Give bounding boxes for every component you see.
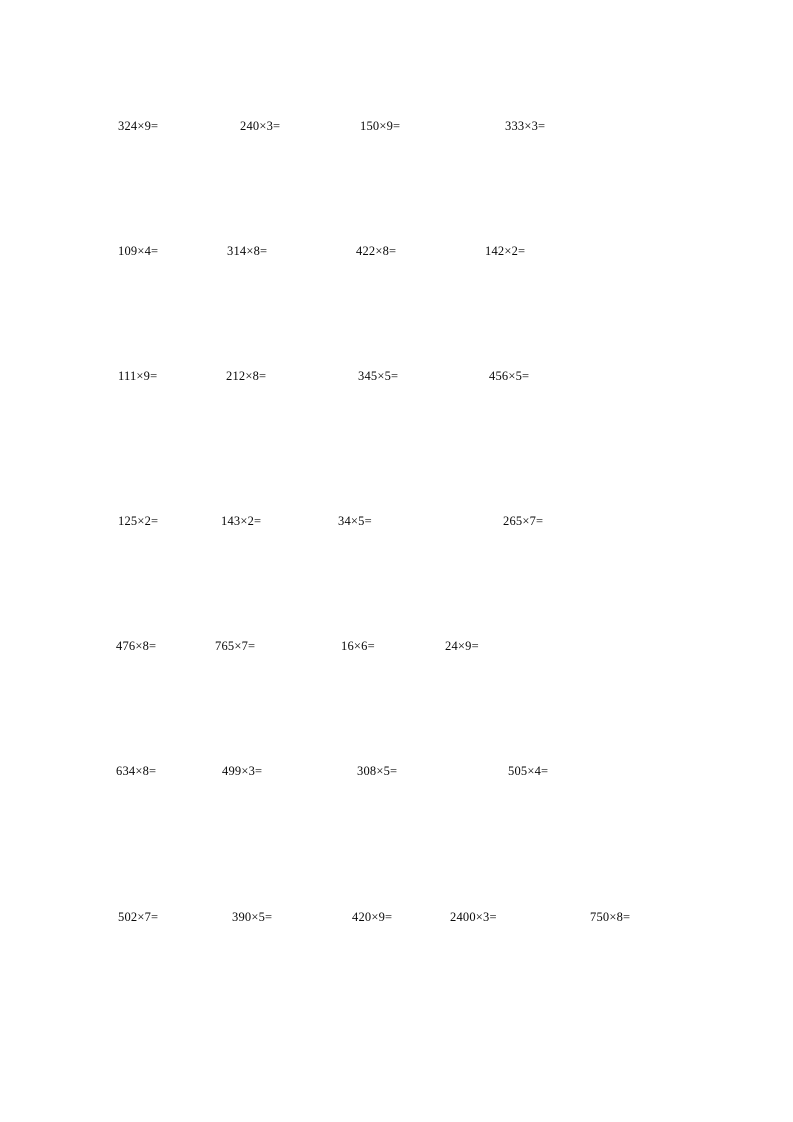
math-problem: 150×9= [360,119,401,133]
problem-row [0,367,793,393]
math-problem: 143×2= [221,514,262,528]
math-problem: 505×4= [508,764,549,778]
math-problem: 34×5= [338,514,372,528]
math-problem: 750×8= [590,910,631,924]
math-problem: 765×7= [215,639,256,653]
math-problem: 314×8= [227,244,268,258]
math-problem: 634×8= [116,764,157,778]
problem-row [0,512,793,538]
math-problem: 420×9= [352,910,393,924]
math-problem: 422×8= [356,244,397,258]
math-problem: 499×3= [222,764,263,778]
problem-row [0,762,793,788]
math-problem: 265×7= [503,514,544,528]
math-problem: 109×4= [118,244,159,258]
problem-row [0,637,793,663]
math-problem: 345×5= [358,369,399,383]
math-problem: 24×9= [445,639,479,653]
math-problem: 333×3= [505,119,546,133]
math-problem: 308×5= [357,764,398,778]
math-problem: 125×2= [118,514,159,528]
math-problem: 502×7= [118,910,159,924]
problem-row [0,908,793,934]
math-problem: 212×8= [226,369,267,383]
math-problem: 111×9= [118,369,158,383]
math-problem: 16×6= [341,639,375,653]
problem-row [0,117,793,143]
math-problem: 324×9= [118,119,159,133]
math-problem: 142×2= [485,244,526,258]
problem-row [0,242,793,268]
math-problem: 476×8= [116,639,157,653]
math-problem: 240×3= [240,119,281,133]
math-problem: 2400×3= [450,910,497,924]
math-problem: 456×5= [489,369,530,383]
math-problem: 390×5= [232,910,273,924]
